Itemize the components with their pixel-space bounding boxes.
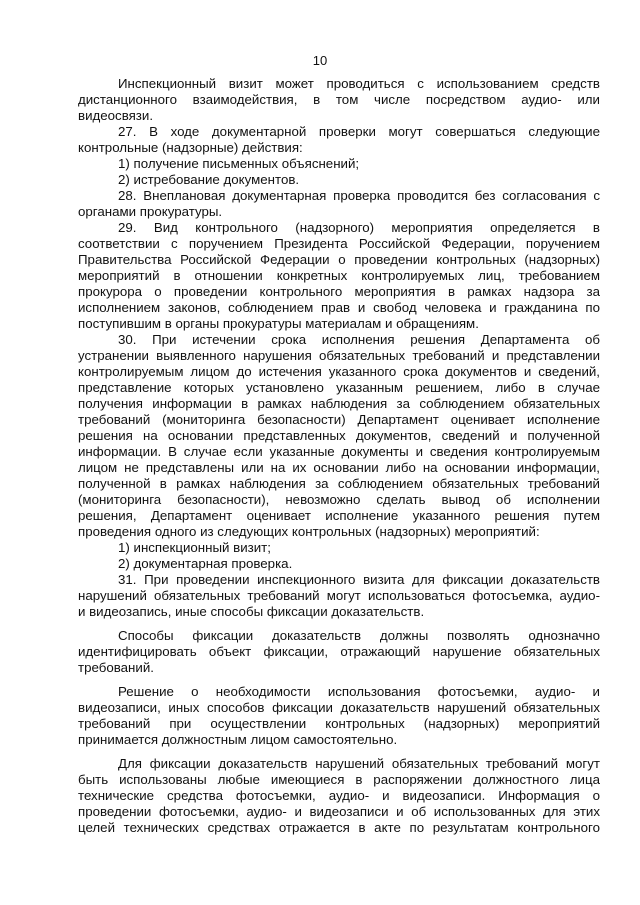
text-line: 2) истребование документов. xyxy=(118,172,300,187)
text-line: получения информации в рамках наблюдения за соблюдением обязательных xyxy=(78,396,600,411)
text-line: поступившим в органы прокуратуры материалам и обращениям. xyxy=(78,316,479,331)
text-line: видеозаписи, иных способов фиксации доказательств нарушений обязательных xyxy=(78,700,600,715)
text-line: 29. Вид контрольного (надзорного) мероприятия определяется в xyxy=(118,220,600,235)
text-line: целей технических средствах отражается в акте по результатам контрольного xyxy=(78,820,600,835)
text-line: 31. При проведении инспекционного визита для фиксации доказательств xyxy=(118,572,600,587)
text-line: Инспекционный визит может проводиться с использованием средств xyxy=(118,76,600,91)
text-line: 2) документарная проверка. xyxy=(118,556,293,571)
text-line: органами прокуратуры. xyxy=(78,204,223,219)
text-line: представление которых установлено указанным решением, либо в случае xyxy=(78,380,600,395)
text-line: прокурора о проведении контрольного мероприятия в рамках надзора за xyxy=(78,284,600,299)
text-line: идентифицировать объект фиксации, отражающий нарушение обязательных xyxy=(78,644,600,659)
text-line: 28. Внеплановая документарная проверка проводится без согласования с xyxy=(118,188,600,203)
text-line: быть использованы любые имеющиеся в распоряжении должностного лица xyxy=(78,772,600,787)
text-line: полученной в рамках наблюдения за соблюдением обязательных требований xyxy=(78,476,600,491)
text-line: информации. В случае если указанные документы и сведения контролируемым xyxy=(78,444,600,459)
text-line: нарушений обязательных требований могут использоваться фотосъемка, аудио- xyxy=(78,588,600,603)
text-line: устранении выявленного нарушения обязательных требований и представлении xyxy=(78,348,600,363)
text-line: требований (мониторинга безопасности) Департамент оценивает исполнение xyxy=(78,412,600,427)
text-line: контролируемым лицом до истечения указанного срока документов и сведений, xyxy=(78,364,600,379)
document-body xyxy=(78,76,600,836)
text-line: Решение о необходимости использования фотосъемки, аудио- и xyxy=(118,684,600,699)
text-line: 27. В ходе документарной проверки могут совершаться следующие xyxy=(118,124,600,139)
text-line: лицом не представлены или на их основании либо на основании информации, xyxy=(78,460,600,475)
text-line: решения, Департамент оценивает исполнение указанного решения путем xyxy=(78,508,600,523)
page-number: 10 xyxy=(312,53,328,68)
text-line: требований при осуществлении контрольных (надзорных) мероприятий xyxy=(78,716,600,731)
text-line: требований. xyxy=(78,660,154,675)
text-line: 1) инспекционный визит; xyxy=(118,540,271,555)
text-line: принимается должностным лицом самостоятельно. xyxy=(78,732,398,747)
text-line: проведения одного из следующих контрольных (надзорных) мероприятий: xyxy=(78,524,540,539)
text-line: соответствии с поручением Президента Российской Федерации, поручением xyxy=(78,236,600,251)
text-line: Способы фиксации доказательств должны позволять однозначно xyxy=(118,628,600,643)
text-line: контрольные (надзорные) действия: xyxy=(78,140,303,155)
text-line: решения на основании представленных документов, сведений и полученной xyxy=(78,428,600,443)
text-line: исполнением законов, соблюдением прав и свобод человека и гражданина по xyxy=(78,300,600,315)
text-line: проведении фотосъемки, аудио- и видеозаписи и об использованных для этих xyxy=(78,804,600,819)
text-line: Для фиксации доказательств нарушений обязательных требований могут xyxy=(118,756,600,771)
text-line: дистанционного взаимодействия, в том числе посредством аудио- или xyxy=(78,92,600,107)
text-line: мероприятий в отношении конкретных контролируемых лиц, требованием xyxy=(78,268,600,283)
text-line: и видеозапись, иные способы фиксации доказательств. xyxy=(78,604,425,619)
text-line: Правительства Российской Федерации о проведении контрольных (надзорных) xyxy=(78,252,600,267)
text-line: 1) получение письменных объяснений; xyxy=(118,156,360,171)
text-line: 30. При истечении срока исполнения решения Департамента об xyxy=(118,332,600,347)
text-line: видеосвязи. xyxy=(78,108,154,123)
text-line: технические средства фотосъемки, аудио- и видеозаписи. Информация о xyxy=(78,788,600,803)
text-line: (мониторинга безопасности), невозможно сделать вывод об исполнении xyxy=(78,492,600,507)
